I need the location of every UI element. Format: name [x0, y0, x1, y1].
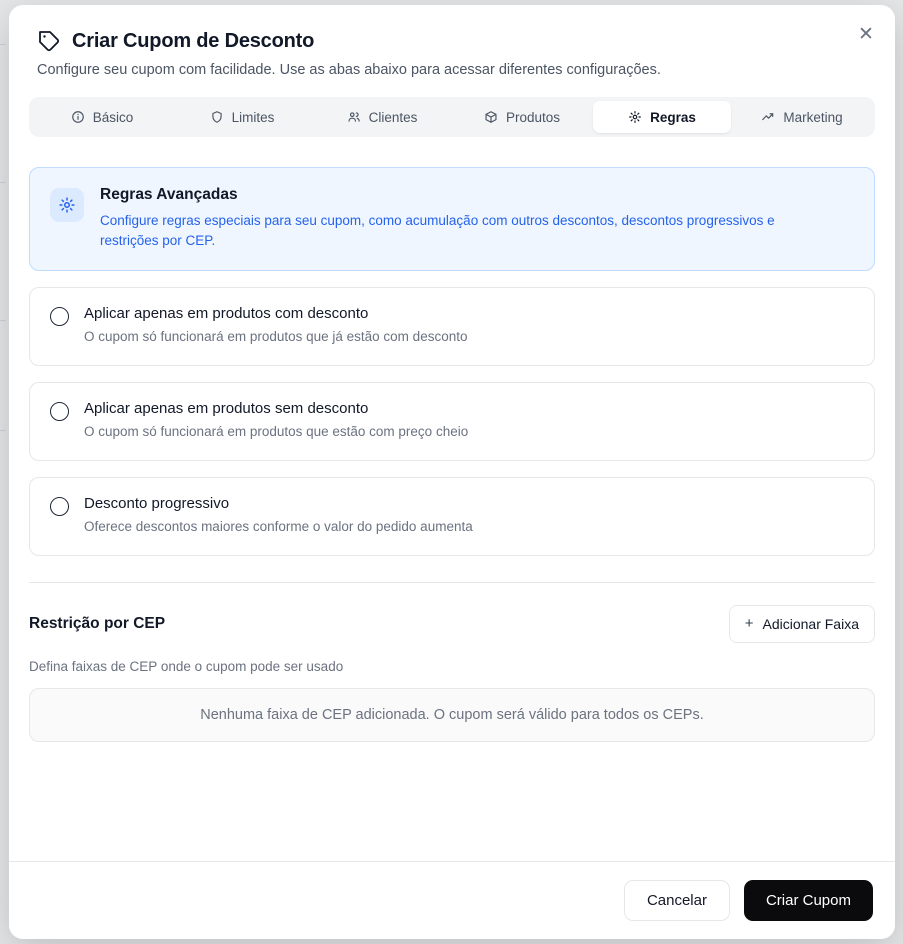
option-produtos-com-desconto[interactable] [29, 287, 875, 366]
option-description: O cupom só funcionará em produtos que já estão com desconto [84, 328, 468, 344]
background-edge [0, 0, 9, 944]
tab-label: Marketing [783, 109, 843, 125]
cep-helper-text: Defina faixas de CEP onde o cupom pode ser usado [29, 658, 344, 674]
option-description: Oferece descontos maiores conforme o valor do pedido aumenta [84, 518, 473, 534]
trending-up-icon [761, 110, 775, 124]
radio-icon[interactable] [50, 402, 69, 421]
add-faixa-button[interactable] [729, 605, 875, 643]
option-label: Aplicar apenas em produtos sem desconto [84, 399, 369, 417]
option-description: O cupom só funcionará em produtos que estão com preço cheio [84, 423, 469, 439]
cep-empty-state: Nenhuma faixa de CEP adicionada. O cupom será válido para todos os CEPs. [29, 688, 875, 742]
gear-icon [50, 188, 84, 222]
option-label: Desconto progressivo [84, 494, 230, 512]
tab-clientes[interactable] [313, 101, 451, 133]
tab-label: Produtos [505, 109, 561, 125]
cep-section-title: Restrição por CEP [29, 614, 166, 632]
radio-icon[interactable] [50, 307, 69, 326]
box-icon [484, 110, 498, 124]
tab-label: Regras [650, 109, 696, 125]
option-label: Aplicar apenas em produtos com desconto [84, 304, 369, 322]
title-row [37, 29, 867, 53]
radio-icon[interactable] [50, 497, 69, 516]
create-coupon-modal [9, 5, 895, 939]
close-icon[interactable]: ✕ [851, 20, 881, 50]
modal-footer [9, 861, 895, 939]
shield-icon [210, 110, 224, 124]
tab-basico[interactable] [33, 101, 171, 133]
page-title: Criar Cupom de Desconto [72, 29, 315, 52]
tab-label: Básico [92, 109, 134, 125]
tag-icon [37, 29, 61, 53]
cancel-button[interactable]: Cancelar [624, 880, 730, 921]
tab-marketing[interactable] [733, 101, 871, 133]
gear-icon [628, 110, 642, 124]
info-card-description: Configure regras especiais para seu cupom, como acumulação com outros descontos, descontos progressivos e restrições por CEP. [100, 213, 775, 249]
tab-label: Clientes [368, 109, 418, 125]
create-coupon-button[interactable]: Criar Cupom [744, 880, 873, 921]
section-divider [29, 582, 875, 583]
info-circle-icon [71, 110, 85, 124]
option-text [84, 305, 467, 346]
cep-section-header [29, 605, 875, 643]
tab-panel-regras [9, 137, 895, 742]
option-text [84, 495, 473, 536]
users-icon [347, 110, 361, 124]
tab-label: Limites [231, 109, 275, 125]
info-card-text [100, 186, 800, 252]
option-desconto-progressivo[interactable] [29, 477, 875, 556]
tab-limites[interactable] [173, 101, 311, 133]
tab-bar [29, 97, 875, 137]
modal-subtitle: Configure seu cupom com facilidade. Use as abas abaixo para acessar diferentes configurações. [37, 62, 661, 78]
add-faixa-label: Adicionar Faixa [762, 615, 859, 632]
info-card-title: Regras Avançadas [100, 186, 238, 203]
option-text [84, 400, 468, 441]
advanced-rules-info-card [29, 167, 875, 271]
tab-produtos[interactable] [453, 101, 591, 133]
plus-icon: + [744, 615, 754, 632]
option-produtos-sem-desconto[interactable] [29, 382, 875, 461]
modal-header [9, 5, 895, 78]
tab-regras[interactable] [593, 101, 731, 133]
